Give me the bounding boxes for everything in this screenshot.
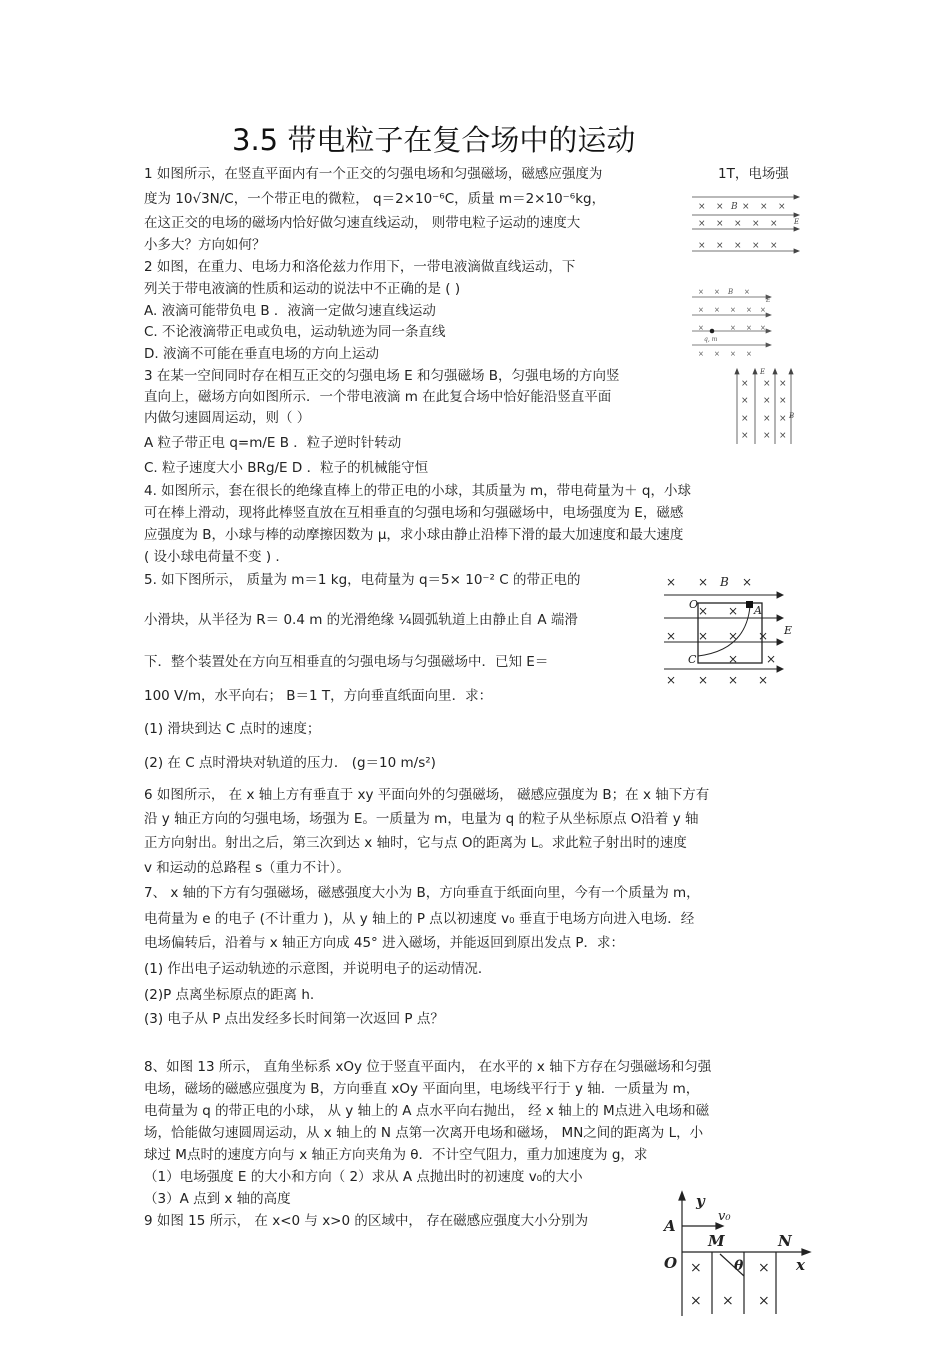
svg-text:×: ×	[698, 350, 704, 358]
text-line: （3）A 点到 x 轴的高度	[144, 1191, 291, 1207]
svg-text:×: ×	[741, 396, 749, 406]
svg-text:×: ×	[666, 575, 677, 589]
svg-text:×: ×	[716, 202, 724, 212]
svg-text:×: ×	[728, 629, 739, 643]
label-theta: θ	[734, 1258, 744, 1274]
text-line: 4. 如图所示，套在很长的绝缘直棒上的带正电的小球，其质量为 m，带电荷量为＋ q，小球	[144, 483, 691, 499]
text-line: 沿 y 轴正方向的匀强电场，场强为 E。一质量为 m，电量为 q 的粒子从坐标原点 O沿着 y 轴	[144, 811, 699, 827]
svg-text:×: ×	[760, 306, 766, 314]
text-line: 下．整个装置处在方向互相垂直的匀强电场与匀强磁场中．已知 E＝	[144, 654, 549, 670]
text-line: （1）电场强度 E 的大小和方向（ 2）求从 A 点抛出时的初速度 v₀的大小	[144, 1169, 583, 1185]
text-line: 电场，磁场的磁感应强度为 B，方向垂直 xOy 平面向里，电场线平行于 y 轴．一质量为 m，	[144, 1081, 700, 1097]
svg-text:×: ×	[698, 219, 706, 229]
text-line: 100 V/m，水平向右； B＝1 T，方向垂直纸面向里．求：	[144, 688, 493, 704]
svg-text:×: ×	[698, 604, 709, 618]
label-E: E	[766, 297, 771, 304]
label-A: A	[754, 604, 762, 617]
text-line: D. 液滴不可能在垂直电场的方向上运动	[144, 346, 379, 362]
label-E: E	[784, 624, 793, 637]
text-line: C. 不论液滴带正电或负电，运动轨迹为同一条直线	[144, 324, 446, 340]
label-y: y	[696, 1192, 705, 1210]
text-line: 5. 如下图所示， 质量为 m＝1 kg，电荷量为 q＝5× 10⁻² C 的带正电的	[144, 572, 581, 588]
svg-text:×: ×	[742, 202, 750, 212]
svg-text:×: ×	[770, 219, 778, 229]
svg-text:×: ×	[746, 350, 752, 358]
text-line: 小多大？方向如何？	[144, 237, 266, 253]
text-line: 可在棒上滑动，现将此棒竖直放在互相垂直的匀强电场和匀强磁场中，电场强度为 E，磁感	[144, 505, 684, 521]
label-E: E	[794, 218, 800, 226]
svg-text:×: ×	[714, 306, 720, 314]
svg-text:×: ×	[716, 219, 724, 229]
label-B: B	[728, 288, 734, 296]
droplet-dot	[710, 329, 715, 334]
text-line: ( 设小球电荷量不变 ) .	[144, 549, 280, 565]
text-line: 在这正交的电场的磁场内恰好做匀速直线运动， 则带电粒子运动的速度大	[144, 215, 581, 231]
svg-text:×: ×	[698, 575, 709, 589]
svg-text:×: ×	[698, 673, 709, 687]
svg-text:×: ×	[746, 306, 752, 314]
svg-text:×: ×	[760, 324, 766, 332]
text-line: 3 在某一空间同时存在相互正交的匀强电场 E 和匀强磁场 B，匀强电场的方向竖	[144, 368, 620, 384]
text-line: 电荷量为 e 的电子 (不计重力 )，从 y 轴上的 P 点以初速度 v₀ 垂直于电场方向进入电场．经	[144, 911, 695, 927]
svg-text:×: ×	[779, 431, 787, 441]
svg-text:×: ×	[666, 673, 677, 687]
label-O: O	[664, 1254, 678, 1272]
text-line: 6 如图所示， 在 x 轴上方有垂直于 xy 平面向外的匀强磁场， 磁感应强度为 B；在 x 轴下方有	[144, 787, 710, 803]
figure-5-arc-track	[662, 570, 797, 690]
svg-text:×: ×	[742, 575, 753, 589]
text-line: (2)P 点离坐标原点的距离 h.	[144, 987, 315, 1003]
svg-text:×: ×	[722, 1293, 734, 1309]
label-B: B	[731, 202, 738, 212]
text-line: 电荷量为 q 的带正电的小球， 从 y 轴上的 A 点水平向右抛出， 经 x 轴上的 M点进入电场和磁	[144, 1103, 710, 1119]
svg-text:×: ×	[760, 202, 768, 212]
svg-text:×: ×	[766, 652, 777, 666]
svg-text:×: ×	[778, 202, 786, 212]
svg-text:×: ×	[728, 652, 739, 666]
svg-text:×: ×	[763, 379, 771, 389]
svg-text:×: ×	[746, 324, 752, 332]
svg-text:×: ×	[728, 673, 739, 687]
page-title: 3.5 带电粒子在复合场中的运动	[232, 123, 636, 157]
text-line: 内做匀速圆周运动，则（ ）	[144, 410, 311, 426]
svg-text:×: ×	[758, 1260, 770, 1276]
svg-text:×: ×	[690, 1293, 702, 1309]
text-line: A. 液滴可能带负电 B ．液滴一定做匀速直线运动	[144, 303, 436, 319]
svg-text:×: ×	[666, 629, 677, 643]
svg-text:×: ×	[698, 241, 706, 251]
text-line: 9 如图 15 所示， 在 x<0 与 x>0 的区域中， 存在磁感应强度大小分别为	[144, 1213, 589, 1229]
svg-text:×: ×	[714, 288, 720, 296]
svg-text:×: ×	[752, 219, 760, 229]
label-E: E	[760, 368, 766, 376]
svg-text:×: ×	[758, 673, 769, 687]
figure-3-vertical-field	[733, 366, 805, 446]
text-line: (1) 作出电子运动轨迹的示意图，并说明电子的运动情况．	[144, 961, 492, 977]
text-line: 球过 M点时的速度方向与 x 轴正方向夹角为 θ．不计空气阻力，重力加速度为 g，求	[144, 1147, 648, 1163]
text-line: 7、 x 轴的下方有匀强磁场，磁感强度大小为 B，方向垂直于纸面向里，今有一个质量为 m，	[144, 885, 700, 901]
svg-text:×: ×	[758, 1293, 770, 1309]
figure-2-droplet-fields	[690, 285, 780, 357]
svg-text:×: ×	[734, 241, 742, 251]
svg-text:×: ×	[741, 431, 749, 441]
svg-text:×: ×	[714, 350, 720, 358]
text-line: (2) 在 C 点时滑块对轨道的压力． (g＝10 m/s²)	[144, 755, 436, 771]
label-qm: q, m	[704, 336, 718, 343]
label-A: A	[664, 1217, 676, 1235]
figure-1-crossed-fields	[690, 195, 802, 255]
figure-9-coordinate-system	[660, 1188, 815, 1318]
text-line: 正方向射出。射出之后，第三次到达 x 轴时，它与点 O的距离为 L。求此粒子射出时的速度	[144, 835, 687, 851]
text-line: 1 如图所示，在竖直平面内有一个正交的匀强电场和匀强磁场，磁感应强度为	[144, 166, 603, 182]
svg-text:×: ×	[698, 629, 709, 643]
text-line: 列关于带电液滴的性质和运动的说法中不正确的是 ( )	[144, 281, 461, 297]
text-line: v 和运动的总路程 s（重力不计）。	[144, 860, 350, 876]
svg-text:×: ×	[744, 288, 750, 296]
svg-text:×: ×	[728, 604, 739, 618]
svg-text:×: ×	[734, 219, 742, 229]
svg-text:×: ×	[730, 306, 736, 314]
text-line: (3) 电子从 P 点出发经多长时间第一次返回 P 点？	[144, 1011, 444, 1027]
label-C: C	[688, 653, 697, 666]
svg-text:×: ×	[763, 396, 771, 406]
text-line: 小滑块，从半径为 R＝ 0.4 m 的光滑绝缘 ¼圆弧轨道上由静止自 A 端滑	[144, 612, 578, 628]
svg-text:×: ×	[741, 414, 749, 424]
label-M: M	[708, 1232, 725, 1250]
svg-text:×: ×	[741, 379, 749, 389]
label-x: x	[796, 1256, 805, 1274]
text-line: 直向上，磁场方向如图所示．一个带电液滴 m 在此复合场中恰好能沿竖直平面	[144, 389, 612, 405]
svg-text:×: ×	[779, 414, 787, 424]
svg-text:×: ×	[770, 241, 778, 251]
svg-text:×: ×	[763, 414, 771, 424]
svg-text:×: ×	[779, 379, 787, 389]
label-B: B	[720, 575, 729, 589]
svg-text:×: ×	[758, 629, 769, 643]
svg-text:×: ×	[779, 396, 787, 406]
text-line: 场，恰能做匀速圆周运动，从 x 轴上的 N 点第一次离开电场和磁场， MN之间的距离为 L，小	[144, 1125, 704, 1141]
text-line: 1T，电场强	[718, 166, 789, 182]
text-line: A 粒子带正电 q=m/E B ．粒子逆时针转动	[144, 435, 402, 451]
label-v0: v₀	[718, 1209, 731, 1224]
svg-text:×: ×	[716, 241, 724, 251]
svg-text:×: ×	[698, 202, 706, 212]
slider-block	[746, 601, 753, 608]
svg-text:×: ×	[698, 288, 704, 296]
text-line: 8、如图 13 所示， 直角坐标系 xOy 位于竖直平面内， 在水平的 x 轴下方存在匀强磁场和匀强	[144, 1059, 712, 1075]
text-line: (1) 滑块到达 C 点时的速度；	[144, 721, 321, 737]
svg-text:×: ×	[763, 431, 771, 441]
svg-text:×: ×	[730, 350, 736, 358]
label-O: O	[689, 598, 699, 611]
text-line: 应强度为 B，小球与棒的动摩擦因数为 μ，求小球由静止沿棒下滑的最大加速度和最大速度	[144, 527, 684, 543]
svg-text:×: ×	[730, 324, 736, 332]
text-line: 2 如图，在重力、电场力和洛伦兹力作用下，一带电液滴做直线运动，下	[144, 259, 576, 275]
svg-text:×: ×	[690, 1260, 702, 1276]
svg-text:×: ×	[698, 324, 704, 332]
text-line: 度为 10√3N/C，一个带正电的微粒， q＝2×10⁻⁶C，质量 m＝2×10⁻⁶kg，	[144, 191, 606, 207]
text-line: 电场偏转后，沿着与 x 轴正方向成 45° 进入磁场，并能返回到原出发点 P．求：	[144, 935, 625, 951]
text-line: C. 粒子速度大小 BRg/E D ．粒子的机械能守恒	[144, 460, 429, 476]
label-N: N	[778, 1232, 792, 1250]
svg-text:×: ×	[698, 306, 704, 314]
label-B: B	[789, 412, 795, 420]
svg-text:×: ×	[752, 241, 760, 251]
